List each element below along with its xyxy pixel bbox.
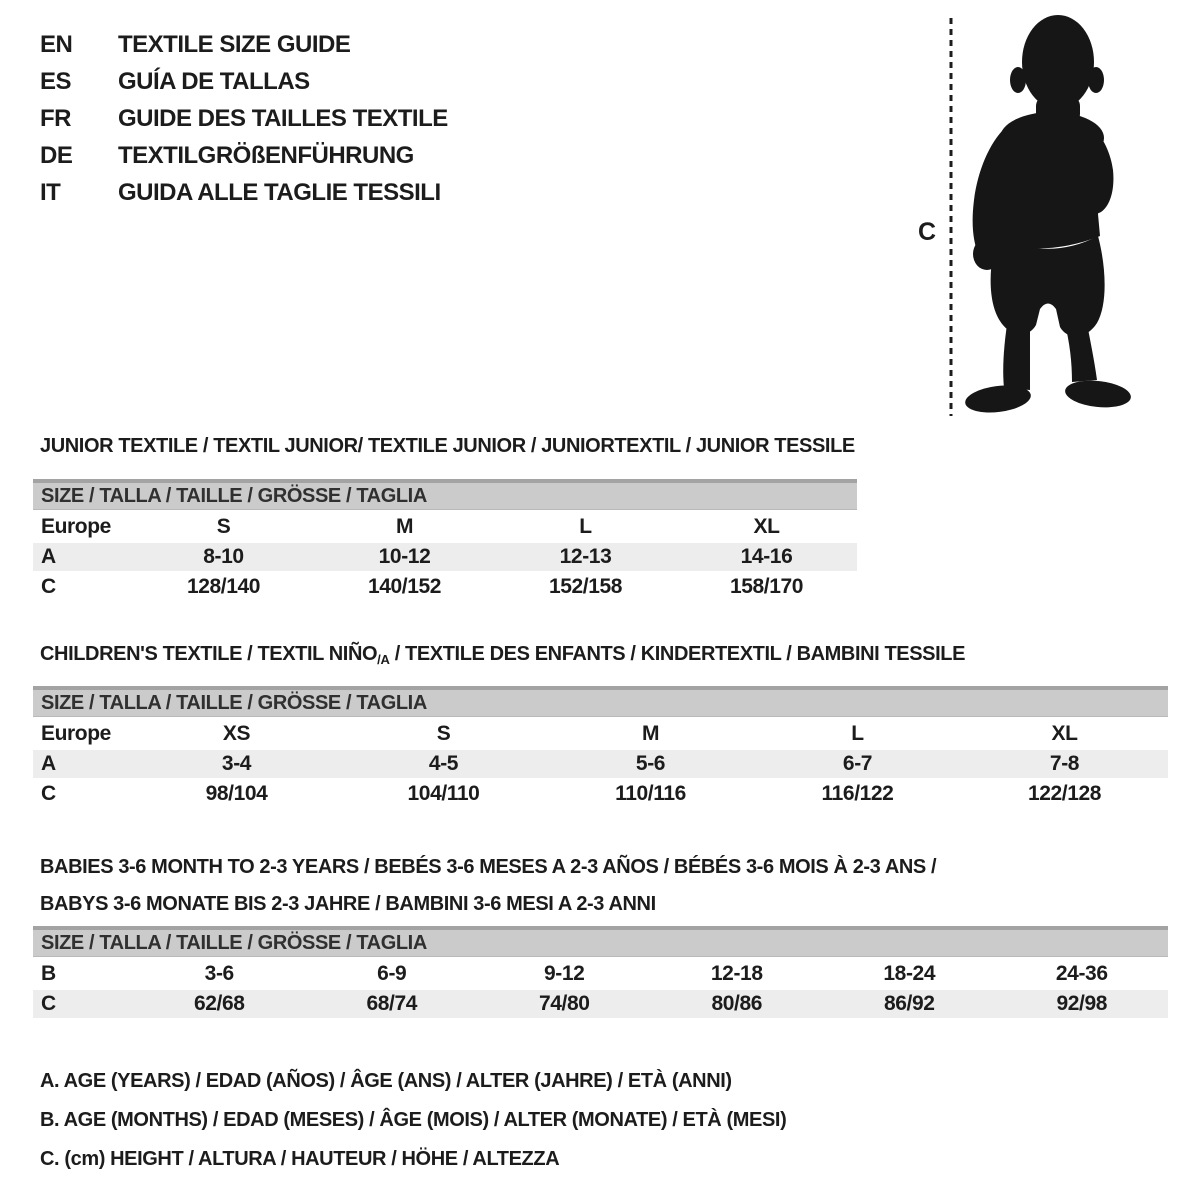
language-label: TEXTILGRÖßENFÜHRUNG <box>118 141 414 169</box>
size-cell: S <box>436 722 451 745</box>
language-label: TEXTILE SIZE GUIDE <box>118 30 351 58</box>
measurement-legend <box>40 1062 786 1179</box>
height-measure-label: C <box>918 218 937 246</box>
language-title-list <box>40 26 448 211</box>
table-row <box>33 990 1168 1018</box>
table-row <box>33 720 1168 748</box>
height-measure-figure <box>905 8 1160 426</box>
size-cell: 152/158 <box>548 575 623 598</box>
language-code: FR <box>40 104 71 132</box>
size-cell: 86/92 <box>823 990 996 1018</box>
legend-line-a: A. AGE (YEARS) / EDAD (AÑOS) / ÂGE (ANS) / ALTER (JAHRE) / ETÀ (ANNI) <box>40 1070 732 1092</box>
size-cell: M <box>395 515 414 538</box>
table-row <box>33 513 857 541</box>
size-cell: 6-7 <box>754 750 961 778</box>
size-cell: 158/170 <box>729 575 804 598</box>
row-label: A <box>33 750 133 778</box>
junior-section-title: JUNIOR TEXTILE / TEXTIL JUNIOR/ TEXTILE JUNIOR / JUNIORTEXTIL / JUNIOR TESSILE <box>40 435 855 457</box>
language-label: GUIDE DES TAILLES TEXTILE <box>118 104 448 132</box>
size-cell: 24-36 <box>1055 962 1108 985</box>
language-row <box>40 63 448 100</box>
size-cell: 92/98 <box>996 990 1169 1018</box>
language-label: GUIDA ALLE TAGLIE TESSILI <box>118 178 441 206</box>
row-label: C <box>41 575 56 598</box>
baby-silhouette-icon <box>905 8 1160 426</box>
size-cell: L <box>579 515 592 538</box>
size-cell: XS <box>222 722 251 745</box>
children-size-table <box>33 686 1168 810</box>
table-row <box>33 543 857 571</box>
size-cell: 6-9 <box>377 962 407 985</box>
language-row <box>40 100 448 137</box>
babies-section-title <box>40 849 936 923</box>
size-cell: 7-8 <box>961 750 1168 778</box>
size-cell: XL <box>753 515 780 538</box>
babies-title-line1: BABIES 3-6 MONTH TO 2-3 YEARS / BEBÉS 3-6 MESES A 2-3 AÑOS / BÉBÉS 3-6 MOIS À 2-3 ANS / <box>40 856 937 878</box>
junior-size-table <box>33 479 857 603</box>
size-cell: S <box>216 515 231 538</box>
babies-title-line2: BABYS 3-6 MONATE BIS 2-3 JAHRE / BAMBINI 3-6 MESI A 2-3 ANNI <box>40 893 656 915</box>
table-row <box>33 750 1168 778</box>
row-label: Europe <box>41 515 111 538</box>
language-row <box>40 26 448 63</box>
size-cell: 62/68 <box>133 990 306 1018</box>
language-code: IT <box>40 178 61 206</box>
size-cell: 12-13 <box>495 543 676 571</box>
children-title-text: CHILDREN'S TEXTILE / TEXTIL NIÑO <box>40 643 378 665</box>
children-title-subscript: /A <box>377 652 390 667</box>
size-cell: 68/74 <box>306 990 479 1018</box>
size-cell: 122/128 <box>1027 782 1102 805</box>
size-cell: 140/152 <box>367 575 442 598</box>
size-cell: 5-6 <box>547 750 754 778</box>
size-cell: 104/110 <box>407 782 480 805</box>
children-section-title <box>40 644 965 670</box>
language-row <box>40 174 448 211</box>
language-code: EN <box>40 30 73 58</box>
language-row <box>40 137 448 174</box>
row-label: C <box>41 782 56 805</box>
table-row <box>33 780 1168 808</box>
size-cell: 110/116 <box>615 782 686 805</box>
size-header-band: SIZE / TALLA / TAILLE / GRÖSSE / TAGLIA <box>33 479 857 510</box>
size-cell: M <box>641 722 660 745</box>
size-cell: 3-4 <box>133 750 340 778</box>
size-cell: 4-5 <box>340 750 547 778</box>
size-cell: 8-10 <box>133 543 314 571</box>
children-title-text: / TEXTILE DES ENFANTS / KINDERTEXTIL / BAMBINI TESSILE <box>389 643 966 665</box>
size-cell: 10-12 <box>314 543 495 571</box>
size-cell: XL <box>1051 722 1078 745</box>
size-cell: L <box>851 722 864 745</box>
size-cell: 74/80 <box>478 990 651 1018</box>
size-cell: 98/104 <box>205 782 268 805</box>
babies-size-table <box>33 926 1168 1020</box>
size-cell: 18-24 <box>883 962 936 985</box>
size-cell: 116/122 <box>821 782 894 805</box>
language-code: ES <box>40 67 72 95</box>
size-header-band: SIZE / TALLA / TAILLE / GRÖSSE / TAGLIA <box>33 686 1168 717</box>
size-cell: 9-12 <box>544 962 585 985</box>
language-code: DE <box>40 141 73 169</box>
size-cell: 128/140 <box>186 575 261 598</box>
row-label: B <box>41 962 56 985</box>
row-label: A <box>33 543 133 571</box>
legend-line-c: C. (cm) HEIGHT / ALTURA / HAUTEUR / HÖHE / ALTEZZA <box>40 1148 560 1170</box>
legend-line-b: B. AGE (MONTHS) / EDAD (MESES) / ÂGE (MOIS) / ALTER (MONATE) / ETÀ (MESI) <box>40 1109 787 1131</box>
row-label: Europe <box>41 722 111 745</box>
row-label: C <box>33 990 133 1018</box>
language-label: GUÍA DE TALLAS <box>118 67 310 95</box>
size-header-band: SIZE / TALLA / TAILLE / GRÖSSE / TAGLIA <box>33 926 1168 957</box>
size-cell: 80/86 <box>651 990 824 1018</box>
size-cell: 14-16 <box>676 543 857 571</box>
size-cell: 3-6 <box>204 962 234 985</box>
size-cell: 12-18 <box>710 962 763 985</box>
table-row <box>33 573 857 601</box>
table-row <box>33 960 1168 988</box>
